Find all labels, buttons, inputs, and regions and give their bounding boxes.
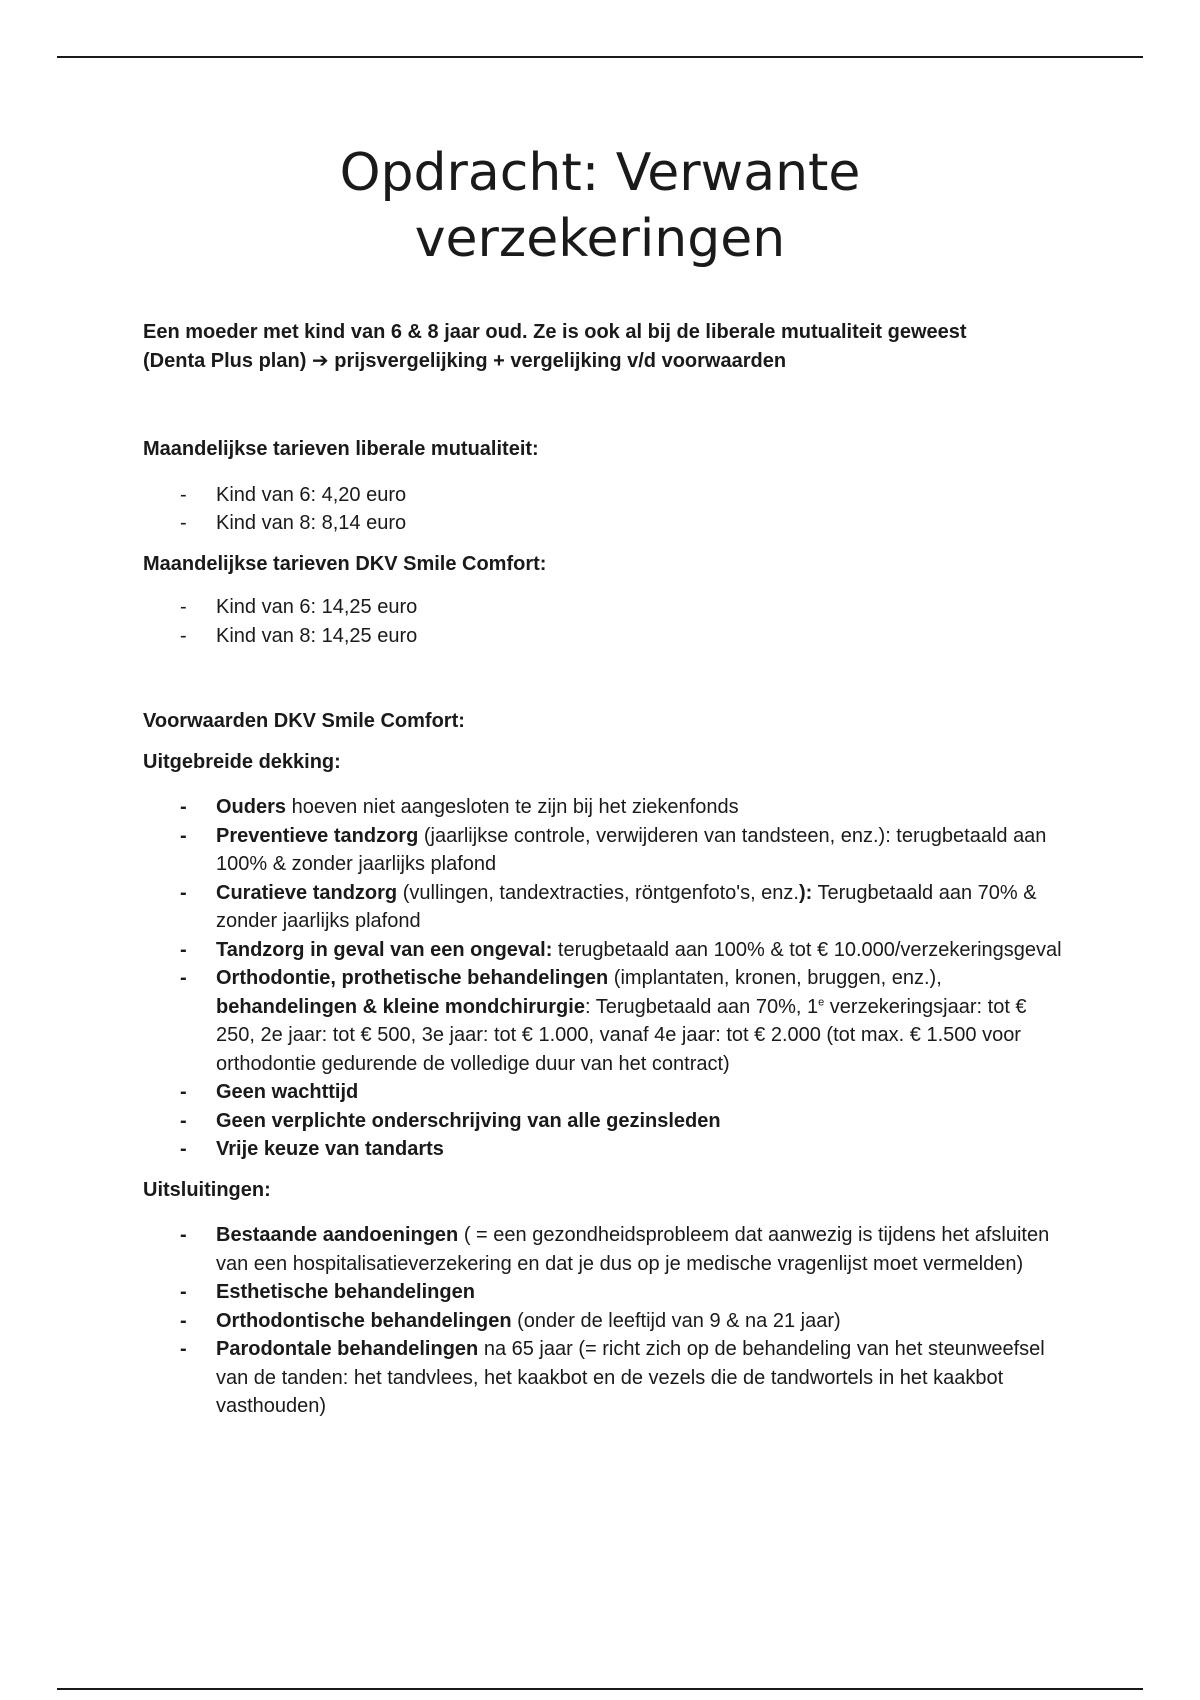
list-item: - Orthodontische behandelingen (onder de leeftijd van 9 & na 21 jaar) <box>216 1307 1063 1336</box>
list-item: - Bestaande aandoeningen ( = een gezondheidsprobleem dat aanwezig is tijdens het afsluiten van een hospitalisatieverzekering en dat je dus op je medische vragenlijst moet vermelden) <box>216 1221 1063 1278</box>
list-item: - Orthodontie, prothetische behandelingen (implantaten, kronen, bruggen, enz.), behandelingen & kleine mondchirurgie: Terugbetaald aan 70%, 1e verzekeringsjaar: tot € 250, 2e jaar: tot € 500, 3e jaar: tot € 1.000, vanaf 4e jaar: tot € 2.000 (tot max. € 1.500 voor orthodontie gedurende de volledige duur van het contract) <box>216 964 1063 1078</box>
list-item: - Geen wachttijd <box>216 1078 1063 1107</box>
list-item: - Geen verplichte onderschrijving van alle gezinsleden <box>216 1107 1063 1136</box>
list-item: - Esthetische behandelingen <box>216 1278 1063 1307</box>
intro-line-2b: prijsvergelijking + vergelijking v/d voorwaarden <box>328 349 787 372</box>
intro-line-1: Een moeder met kind van 6 & 8 jaar oud. Ze is ook al bij de liberale mutualiteit geweest <box>143 321 967 343</box>
bottom-rule <box>57 1688 1143 1690</box>
coverage-heading: Uitgebreide dekking: <box>143 750 341 773</box>
list-item: - Curatieve tandzorg (vullingen, tandextracties, röntgenfoto's, enz.): Terugbetaald aan 70% & zonder jaarlijks plafond <box>216 879 1063 936</box>
exclusions-heading: Uitsluitingen: <box>143 1178 271 1201</box>
document-body <box>143 318 1063 1421</box>
list-item: - Kind van 8: 8,14 euro <box>216 509 1063 538</box>
liberale-rates-list <box>143 481 1063 538</box>
conditions-heading: Voorwaarden DKV Smile Comfort: <box>143 710 465 732</box>
arrow-icon: ➔ <box>311 349 329 372</box>
list-item: - Kind van 8: 14,25 euro <box>216 622 1063 651</box>
dkv-rates-heading: Maandelijkse tarieven DKV Smile Comfort: <box>143 552 547 575</box>
title-line-2: verzekeringen <box>414 209 786 269</box>
list-item: - Ouders hoeven niet aangesloten te zijn bij het ziekenfonds <box>216 793 1063 822</box>
title-line-1: Opdracht: Verwante <box>339 143 861 203</box>
list-item: - Tandzorg in geval van een ongeval: terugbetaald aan 100% & tot € 10.000/verzekeringsgeval <box>216 936 1063 965</box>
intro-line-2a: (Denta Plus plan) <box>143 349 312 372</box>
list-item: - Preventieve tandzorg (jaarlijkse controle, verwijderen van tandsteen, enz.): terugbetaald aan 100% & zonder jaarlijks plafond <box>216 822 1063 879</box>
coverage-list <box>143 793 1063 1164</box>
list-item: - Kind van 6: 4,20 euro <box>216 481 1063 510</box>
exclusions-list <box>143 1221 1063 1421</box>
liberale-rates-heading: Maandelijkse tarieven liberale mutualiteit: <box>143 438 539 460</box>
list-item: - Parodontale behandelingen na 65 jaar (= richt zich op de behandeling van het steunweefsel van de tanden: het tandvlees, het kaakbot en de vezels die de tandwortels in het kaakbot vasthouden) <box>216 1335 1063 1421</box>
list-item: - Vrije keuze van tandarts <box>216 1135 1063 1164</box>
intro-paragraph <box>143 318 1063 375</box>
dkv-rates-list <box>143 593 1063 650</box>
page-title <box>0 140 1200 272</box>
list-item: - Kind van 6: 14,25 euro <box>216 593 1063 622</box>
top-rule <box>57 56 1143 58</box>
